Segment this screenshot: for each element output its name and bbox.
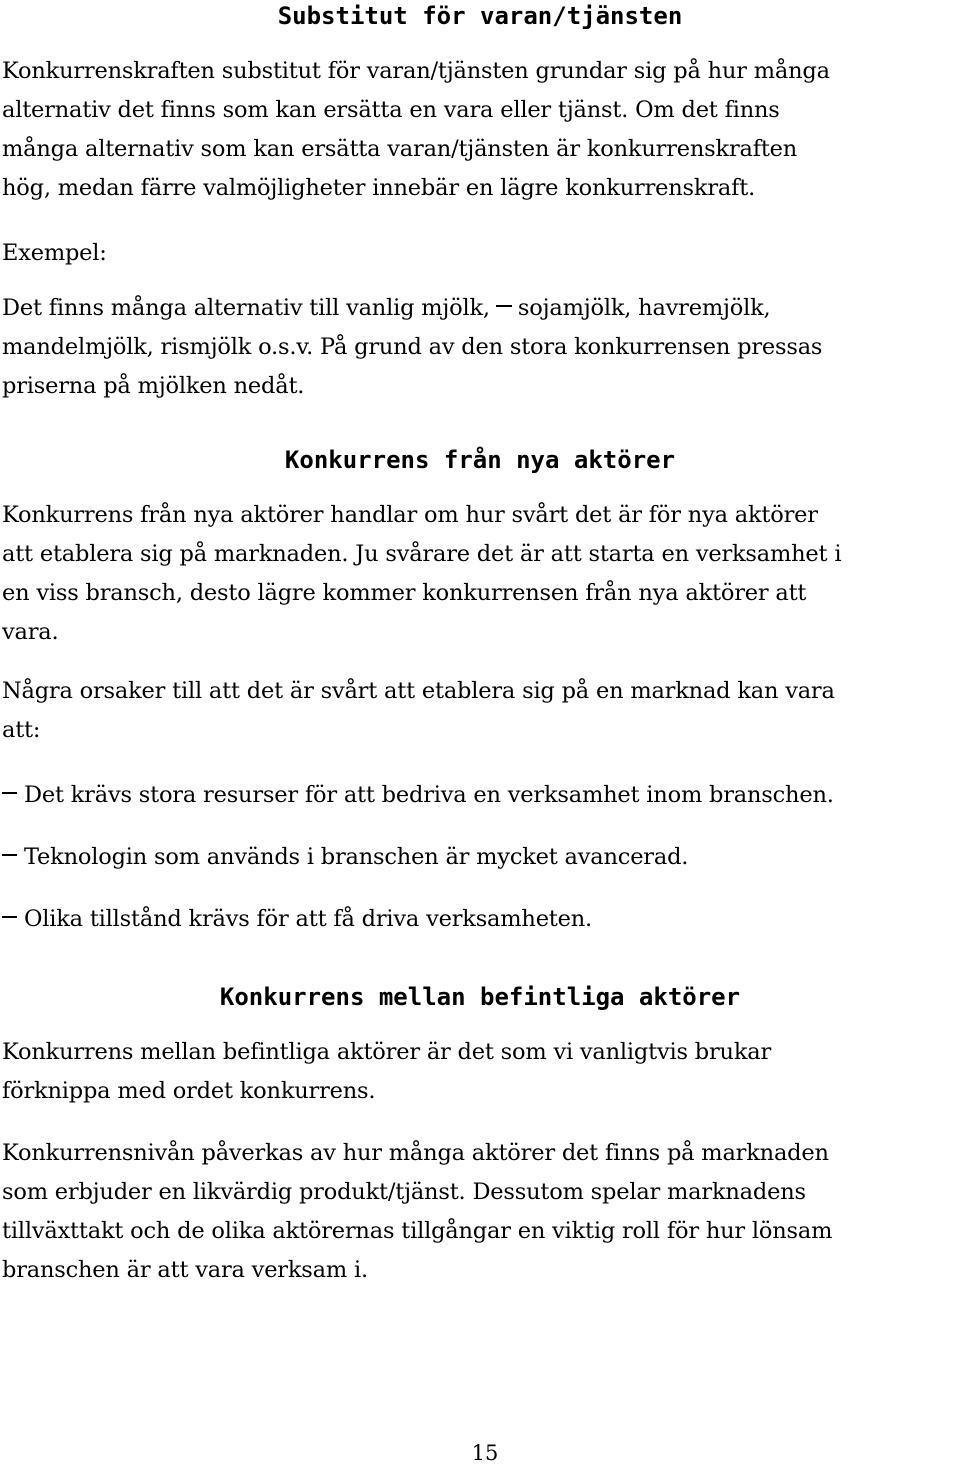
list-item bbox=[2, 900, 952, 939]
paragraph-nya-aktorer-intro bbox=[2, 496, 952, 652]
text-line: Konkurrensnivån påverkas av hur många aktörer det finns på marknaden bbox=[2, 1140, 829, 1166]
text-line: en viss bransch, desto lägre kommer konkurrensen från nya aktörer att bbox=[2, 580, 807, 606]
list-item bbox=[2, 838, 952, 877]
text-segment: sojamjölk, havremjölk, bbox=[517, 295, 771, 321]
text-line: Konkurrens mellan befintliga aktörer är det som vi vanligtvis brukar bbox=[2, 1039, 772, 1065]
example-label bbox=[2, 234, 952, 273]
paragraph-befintliga-intro bbox=[2, 1033, 952, 1111]
paragraph-substitut-intro bbox=[2, 52, 952, 208]
text-line: många alternativ som kan ersätta varan/tjänsten är konkurrenskraften bbox=[2, 136, 798, 162]
text-line: tillväxttakt och de olika aktörernas tillgångar en viktig roll för hur lönsam bbox=[2, 1218, 833, 1244]
text-line: vara. bbox=[2, 619, 59, 645]
list-item bbox=[2, 776, 952, 815]
section-heading-substitut: Substitut för varan/tjänsten bbox=[277, 2, 683, 30]
paragraph-orsaker bbox=[2, 672, 952, 750]
list-item-text: Olika tillstånd krävs för att få driva verksamheten. bbox=[24, 906, 593, 932]
text-line: Några orsaker till att det är svårt att etablera sig på en marknad kan vara bbox=[2, 678, 835, 704]
text-line: som erbjuder en likvärdig produkt/tjänst. Dessutom spelar marknadens bbox=[2, 1179, 806, 1205]
text-line: att etablera sig på marknaden. Ju svårare det är att starta en verksamhet i bbox=[2, 541, 842, 567]
text-line: priserna på mjölken nedåt. bbox=[2, 373, 305, 399]
dash-bullet bbox=[2, 792, 17, 794]
dash-mark bbox=[496, 305, 512, 307]
section-heading-nya-aktorer: Konkurrens från nya aktörer bbox=[284, 446, 676, 474]
paragraph-konkurrensniva bbox=[2, 1134, 952, 1290]
text-line: mandelmjölk, rismjölk o.s.v. På grund av den stora konkurrensen pressas bbox=[2, 334, 823, 360]
section-heading-befintliga-aktorer: Konkurrens mellan befintliga aktörer bbox=[219, 983, 741, 1011]
text-segment: Det finns många alternativ till vanlig mjölk, bbox=[2, 295, 490, 321]
text-line: hög, medan färre valmöjligheter innebär en lägre konkurrenskraft. bbox=[2, 175, 756, 201]
list-item-text: Det krävs stora resurser för att bedriva en verksamhet inom branschen. bbox=[24, 782, 834, 808]
paragraph-example bbox=[2, 289, 952, 406]
text-line: alternativ det finns som kan ersätta en vara eller tjänst. Om det finns bbox=[2, 97, 780, 123]
text-line: förknippa med ordet konkurrens. bbox=[2, 1078, 376, 1104]
dash-bullet bbox=[2, 916, 17, 918]
text-line: att: bbox=[2, 717, 41, 743]
text-line: Konkurrenskraften substitut för varan/tjänsten grundar sig på hur många bbox=[2, 58, 830, 84]
dash-bullet bbox=[2, 854, 17, 856]
page-number: 15 bbox=[471, 1441, 499, 1465]
text-line: branschen är att vara verksam i. bbox=[2, 1257, 368, 1283]
text-line: Konkurrens från nya aktörer handlar om hur svårt det är för nya aktörer bbox=[2, 502, 818, 528]
text-line bbox=[2, 289, 952, 328]
text-line: Exempel: bbox=[2, 240, 107, 266]
list-item-text: Teknologin som används i branschen är mycket avancerad. bbox=[24, 844, 689, 870]
